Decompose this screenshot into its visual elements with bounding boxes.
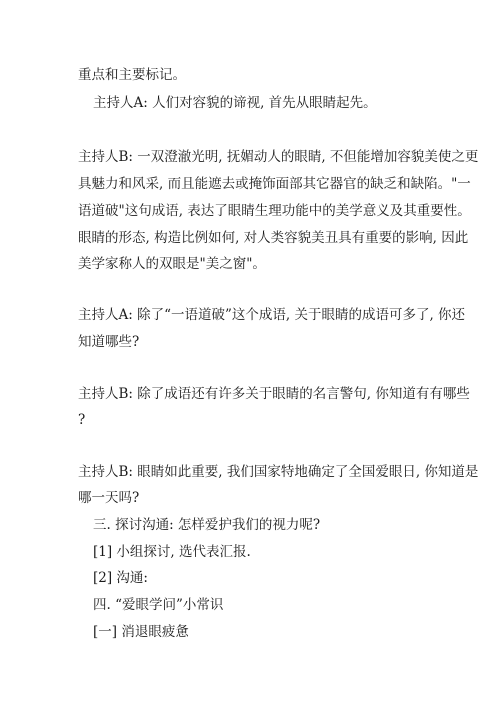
text-line: 语道破"这句成语, 表达了眼睛生理功能中的美学意义及其重要性。 — [78, 203, 471, 219]
text-line: 主持人A: 除了“一语道破”这个成语, 关于眼睛的成语可多了, 你还 — [78, 307, 466, 323]
text-line: 知道哪些? — [78, 334, 140, 350]
text-line: 主持人B: 一双澄澈光明, 抚媚动人的眼睛, 不但能增加容貌美使之更 — [78, 149, 479, 165]
text-line: 哪一天吗? — [78, 490, 140, 506]
text-line: ? — [78, 412, 86, 428]
section-heading: 三. 探讨沟通: 怎样爱护我们的视力呢? — [93, 517, 321, 533]
section-heading: 四. “爱眼学问”小常识 — [93, 597, 224, 613]
list-item: [一] 消退眼疲惫 — [93, 624, 189, 640]
text-line: 重点和主要标记。 — [78, 67, 186, 83]
text-line: 眼睛的形态, 构造比例如何, 对人类容貌美丑具有重要的影响, 因此 — [78, 230, 469, 246]
list-item: [2] 沟通: — [93, 570, 148, 586]
text-line: 主持人A: 人们对容貌的谛视, 首先从眼睛起先。 — [93, 95, 377, 111]
text-line: 美学家称人的双眼是"美之窗"。 — [78, 256, 266, 272]
text-line: 主持人B: 眼睛如此重要, 我们国家特地确定了全国爱眼日, 你知道是 — [78, 464, 479, 480]
list-item: [1] 小组探讨, 选代表汇报. — [93, 544, 251, 560]
text-line: 主持人B: 除了成语还有许多关于眼睛的名言警句, 你知道有有哪些 — [78, 386, 470, 402]
text-line: 具魅力和风采, 而且能遮去或掩饰面部其它器官的缺乏和缺陷。"一 — [78, 176, 471, 192]
